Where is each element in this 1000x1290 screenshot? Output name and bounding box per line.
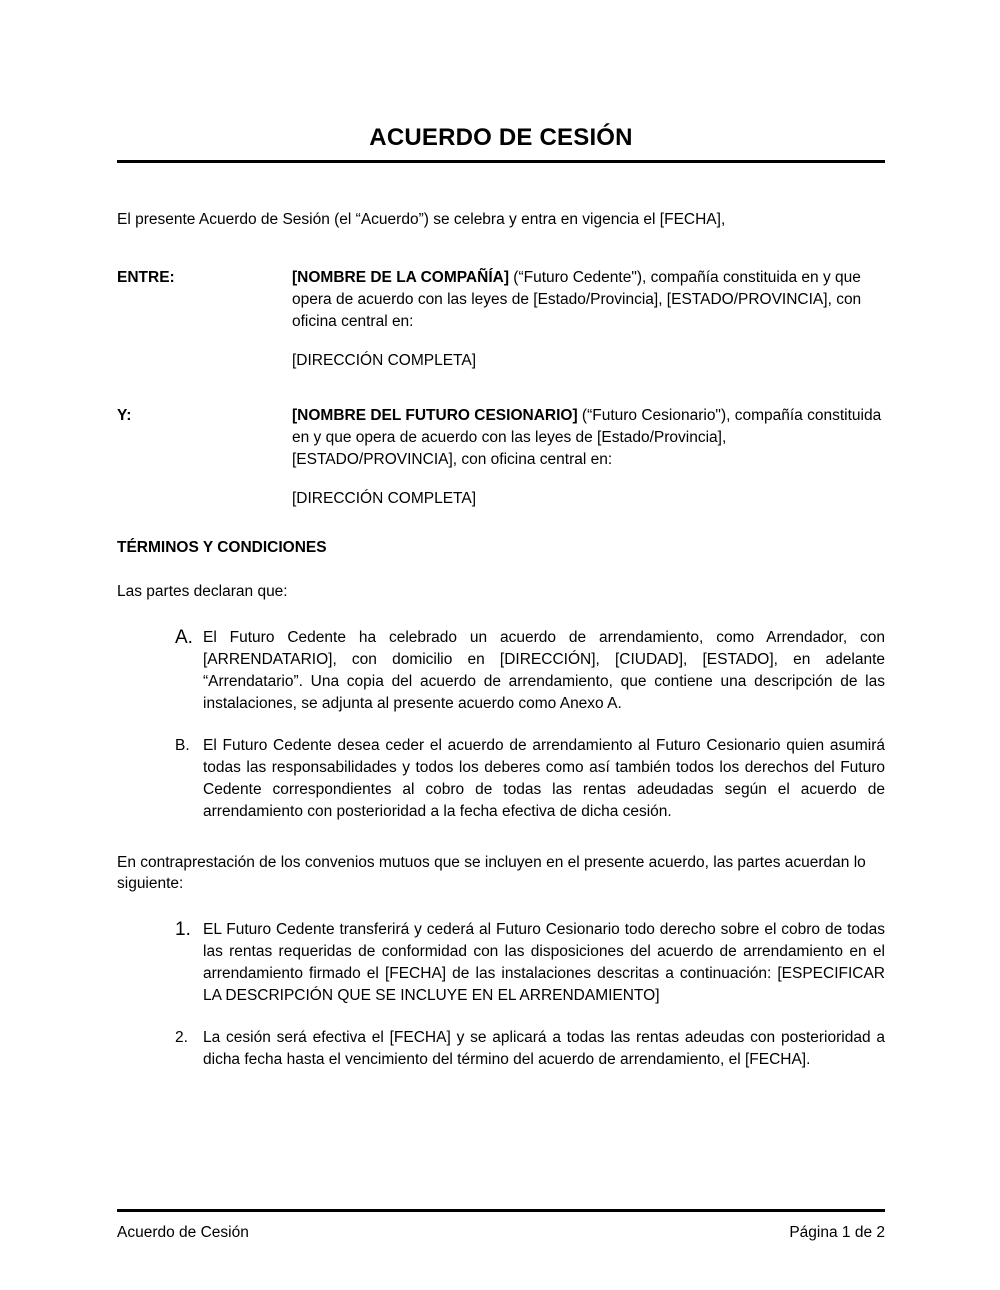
party-body-entre (292, 267, 885, 372)
party-name-entre: [NOMBRE DE LA COMPAÑÍA] (292, 269, 509, 287)
footer-row (117, 1223, 885, 1243)
list-marker-a: A. (175, 627, 193, 649)
list-item (117, 919, 885, 1007)
list-text-b: El Futuro Cedente desea ceder el acuerdo de arrendamiento al Futuro Cesionario quien asumirá todas las responsabilidades y todos los deberes como así también todos los derechos del Futuro Cedente correspondientes al cobro de todas las rentas adeudadas según el acuerdo de arrendamiento con posterioridad a la fecha efectiva de dicha cesión. (203, 737, 885, 821)
footer-document-name: Acuerdo de Cesión (117, 1223, 249, 1241)
list-text-1: EL Futuro Cedente transferirá y cederá al Futuro Cesionario todo derecho sobre el cobro de todas las rentas requeridas de conformidad con las disposiciones del acuerdo de arrendamiento en el arrendamiento firmado el [FECHA] de las instalaciones descritas a continuación: [ESPECIFICAR LA DESCRIPCIÓN QUE SE INCLUYE EN EL ARRENDAMIENTO] (203, 921, 885, 1004)
party-name-y: [NOMBRE DEL FUTURO CESIONARIO] (292, 407, 578, 425)
page-footer (117, 1209, 885, 1243)
list-text-a: El Futuro Cedente ha celebrado un acuerdo de arrendamiento, como Arrendador, con [ARRENDATARIO], con domicilio en [DIRECCIÓN], [CIUDAD], [ESTADO], en adelante “Arrendatario”. Una copia del acuerdo de arrendamiento, que contiene una descripción de las instalaciones, se adjunta al presente acuerdo como Anexo A. (203, 629, 885, 713)
party-description-y (292, 405, 885, 471)
declarations-list (117, 603, 885, 823)
terms-heading: TÉRMINOS Y CONDICIONES (117, 539, 327, 557)
party-description-entre (292, 267, 885, 333)
list-text-2: La cesión será efectiva el [FECHA] y se aplicará a todas las rentas adeudas con posterioridad a dicha fecha hasta el vencimiento del término del acuerdo de arrendamiento, el [FECHA]. (203, 1029, 885, 1068)
list-marker-b: B. (175, 737, 190, 755)
list-item (117, 1027, 885, 1071)
footer-page-number: Página 1 de 2 (789, 1223, 885, 1241)
party-detail-y: (“Futuro Cesionario"), compañía constituida en y que opera de acuerdo con las leyes de [Estado/Provincia], [ESTADO/PROVINCIA], con oficina central en: (292, 407, 882, 469)
party-block-y (117, 372, 885, 510)
party-address-y: [DIRECCIÓN COMPLETA] (292, 490, 477, 508)
party-label-y: Y: (117, 407, 132, 425)
party-detail-entre: (“Futuro Cedente"), compañía constituida en y que opera de acuerdo con las leyes de [Estado/Provincia], [ESTADO/PROVINCIA], con oficina central en: (292, 269, 862, 331)
consideration-paragraph: En contraprestación de los convenios mutuos que se incluyen en el presente acuerdo, las partes acuerdan lo siguiente: (117, 854, 866, 893)
intro-paragraph: El presente Acuerdo de Sesión (el “Acuerdo”) se celebra y entra en vigencia el [FECHA], (117, 211, 726, 229)
footer-divider (117, 1209, 885, 1212)
page-title: ACUERDO DE CESIÓN (369, 124, 633, 151)
declaration-lead: Las partes declaran que: (117, 583, 288, 601)
party-address-entre: [DIRECCIÓN COMPLETA] (292, 352, 477, 370)
party-label-entre: ENTRE: (117, 269, 175, 287)
list-marker-1: 1. (175, 919, 191, 940)
document-body (117, 0, 885, 1071)
party-body-y (292, 405, 885, 510)
list-marker-2: 2. (175, 1029, 188, 1046)
list-item (117, 627, 885, 715)
party-block-entre (117, 231, 885, 372)
list-item (117, 735, 885, 823)
clauses-list (117, 895, 885, 1071)
